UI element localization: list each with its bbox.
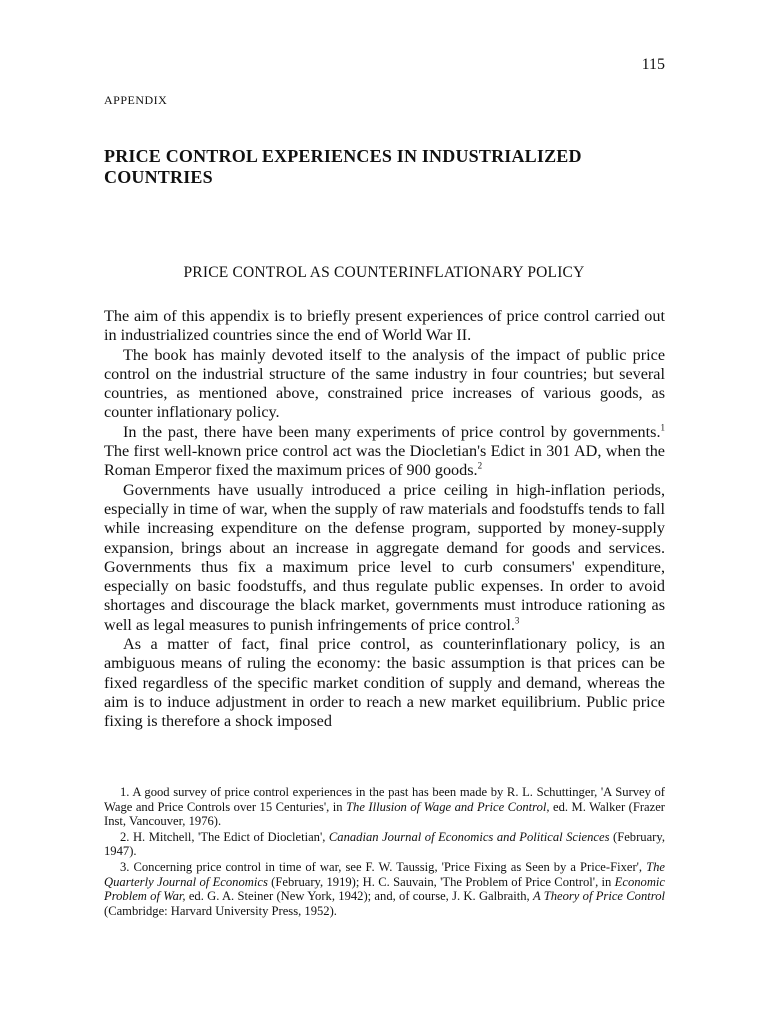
footnote-3-title-1: The Quarterly Journal of Economics: [104, 859, 665, 889]
footnote-1-text-a: 1. A good survey of price control experiences in the past has been made by R. L. Schuttinger, 'A Survey of Wage and Price Controls over 15 Centuries', in: [104, 785, 665, 814]
footnote-3-title-2: Economic Problem of War,: [104, 874, 666, 904]
paragraph-5: As a matter of fact, final price control, as counterinflationary policy, is an ambiguous means of ruling the economy: the basic assumption is that prices can be fixed regardless of the specific market condition of supply and demand, whereas the aim is to induce adjustment in order to reach a new market equilibrium. Public price fixing is therefore a shock imposed: [104, 635, 665, 731]
footnote-3-title-3: A Theory of Price Control: [532, 889, 666, 904]
appendix-title: PRICE CONTROL EXPERIENCES IN INDUSTRIALIZED COUNTRIES: [104, 146, 582, 187]
footnote-2-title: Canadian Journal of Economics and Political Sciences: [328, 829, 610, 844]
footnote-2-text-a: 2. H. Mitchell, 'The Edict of Diocletian',: [120, 829, 329, 844]
footnote-2-text-b: (February, 1947).: [104, 829, 665, 859]
paragraph-1: The aim of this appendix is to briefly present experiences of price control carried out in industrialized countries since the end of World War II.: [104, 307, 665, 345]
page-number: 115: [641, 56, 665, 73]
footnote-ref-3: 3: [514, 615, 520, 626]
footnote-1-text-b: ed. M. Walker (Frazer Inst, Vancouver, 1976).: [104, 799, 665, 829]
footnote-ref-1: 1: [660, 422, 665, 433]
paragraph-3-text-a: In the past, there have been many experiments of price control by governments.: [123, 422, 661, 441]
footnote-3-text-d: (Cambridge: Harvard University Press, 1952).: [104, 903, 337, 918]
paragraph-2: The book has mainly devoted itself to the analysis of the impact of public price control on the industrial structure of the same industry in four countries; but several countries, as mentioned above, constrained price increases of various goods, as counter inflationary policy.: [104, 345, 665, 422]
footnote-2: [104, 830, 665, 859]
appendix-label: APPENDIX: [104, 93, 168, 107]
footnote-1: [104, 785, 665, 829]
section-heading: PRICE CONTROL AS COUNTERINFLATIONARY POLICY: [183, 264, 585, 281]
paragraph-3-text-b: The first well-known price control act was the Diocletian's Edict in 301 AD, when the Roman Emperor fixed the maximum prices of 900 goods.: [104, 442, 665, 480]
paragraph-4: [104, 481, 665, 635]
footnote-3-text-b: (February, 1919); H. C. Sauvain, 'The Problem of Price Control', in: [267, 874, 615, 889]
paragraph-3: [104, 423, 665, 481]
footnote-1-title: The Illusion of Wage and Price Control,: [346, 799, 550, 814]
footnote-3: [104, 860, 665, 918]
footnotes: [104, 785, 665, 919]
body-text: [104, 307, 665, 732]
footnote-ref-2: 2: [477, 460, 483, 471]
paragraph-4-text: Governments have usually introduced a price ceiling in high-inflation periods, especially in time of war, when the supply of raw materials and foodstuffs tends to fall while increasing expenditure on the defense program, supported by money-supply expansion, brings about an increase in aggregate demand for goods and services. Governments thus fix a maximum price level to curb consumers' expenditure, especially on basic foodstuffs, and thus regulate public expenses. In order to avoid shortages and discourage the black market, governments must introduce rationing as well as legal measures to punish infringements of price control.: [104, 480, 665, 634]
footnote-3-text-a: 3. Concerning price control in time of war, see F. W. Taussig, 'Price Fixing as Seen by a Price-Fixer',: [120, 859, 647, 874]
footnote-3-text-c: ed. G. A. Steiner (New York, 1942); and, of course, J. K. Galbraith,: [185, 889, 533, 904]
